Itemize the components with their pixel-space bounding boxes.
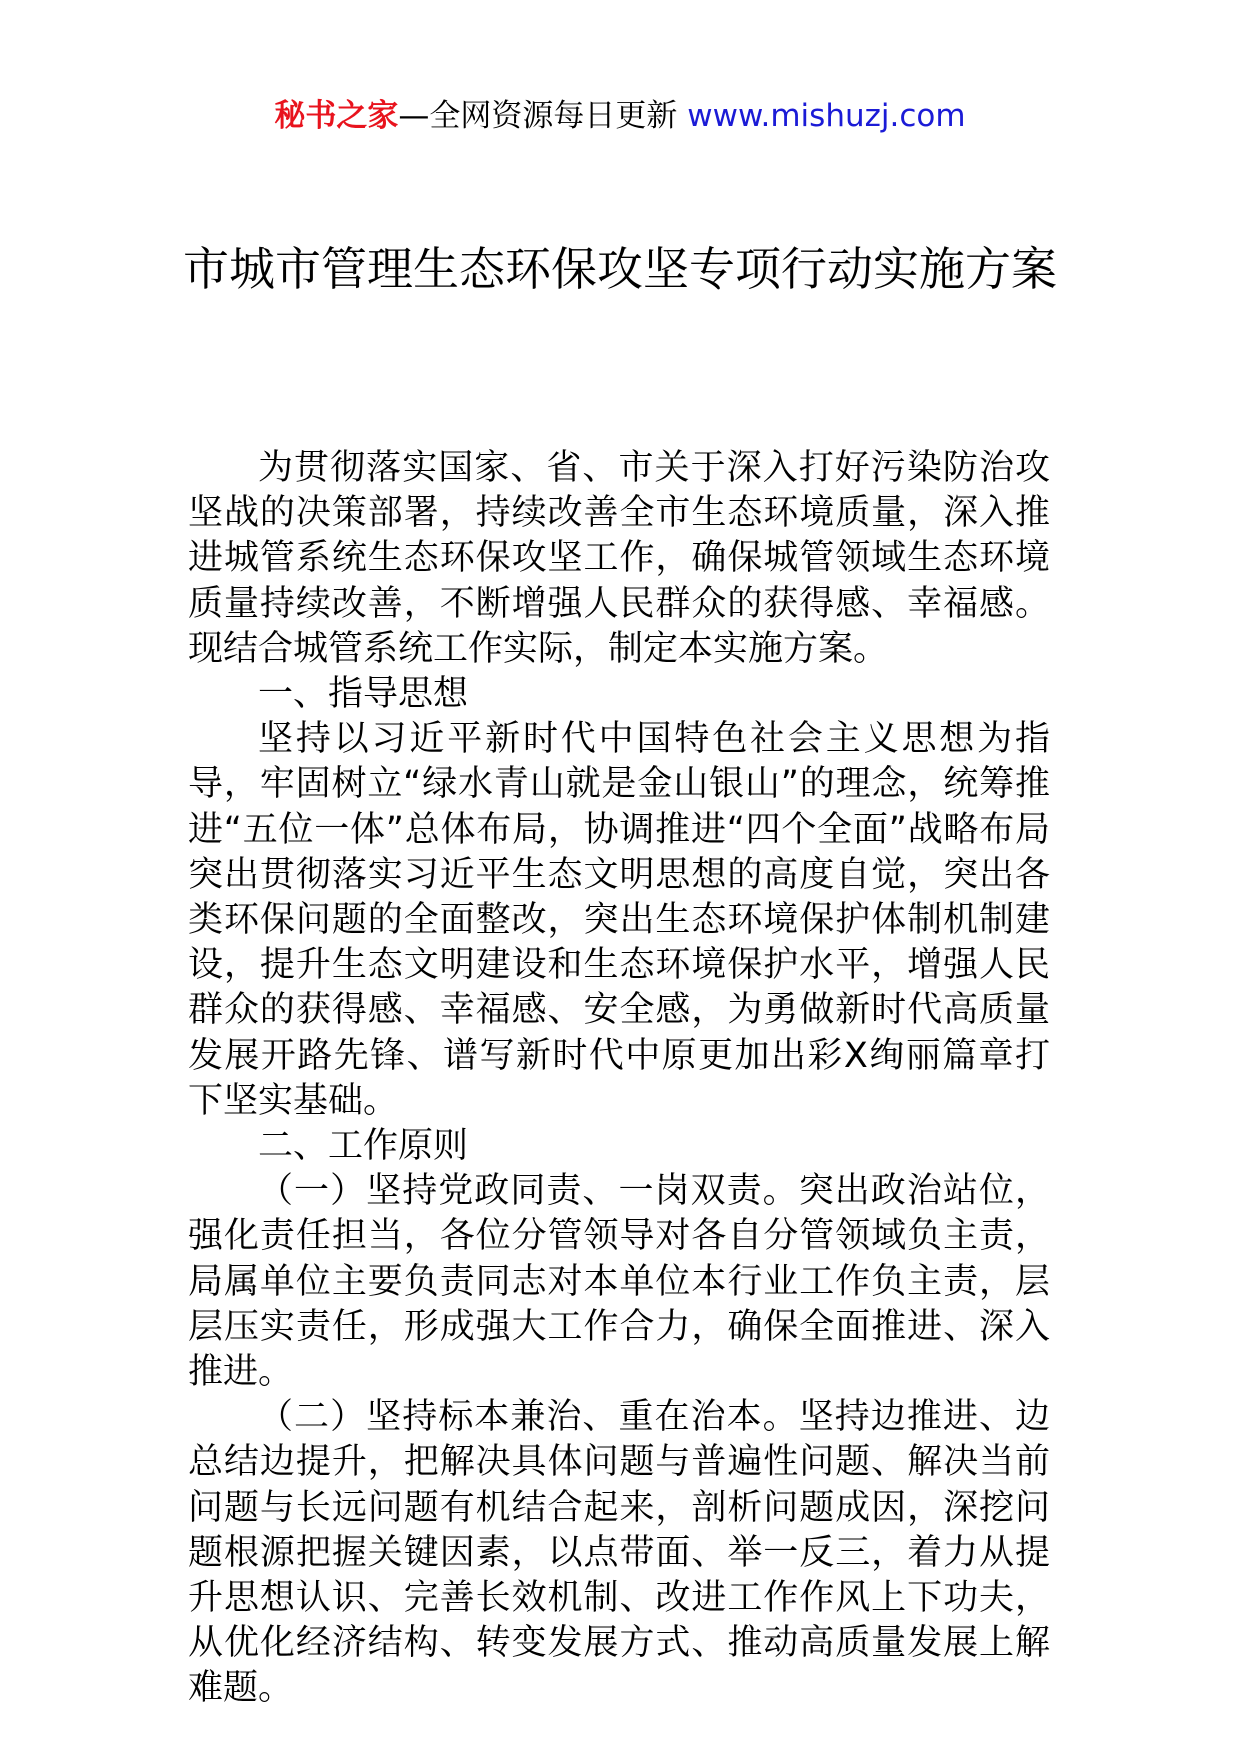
site-brand: 秘书之家 [274, 98, 399, 134]
principle-1-paragraph: （一）坚持党政同责、一岗双责。突出政治站位，强化责任担当，各位分管领导对各自分管领域负主责，局属单位主要负责同志对本单位本行业工作负主责，层层压实责任，形成强大工作合力，确保全面推进、深入推进。 [188, 1171, 1050, 1393]
document-body [188, 446, 1050, 1712]
section-heading-work-principles: 二、工作原则 [258, 1126, 469, 1167]
site-url-link[interactable]: www.mishuzj.com [687, 98, 966, 134]
site-header [0, 96, 1240, 136]
section-heading-guiding-ideology: 一、指导思想 [258, 674, 469, 715]
principle-2-paragraph: （二）坚持标本兼治、重在治本。坚持边推进、边总结边提升，把解决具体问题与普遍性问题、解决当前问题与长远问题有机结合起来，剖析问题成因，深挖问题根源把握关键因素，以点带面、举一反三，着力从提升思想认识、完善长效机制、改进工作作风上下功夫，从优化经济结构、转变发展方式、推动高质量发展上解难题。 [188, 1397, 1050, 1709]
site-slogan: —全网资源每日更新 [398, 98, 678, 134]
intro-paragraph: 为贯彻落实国家、省、市关于深入打好污染防治攻坚战的决策部署，持续改善全市生态环境质量，深入推进城管系统生态环保攻坚工作，确保城管领域生态环境质量持续改善，不断增强人民群众的获得感、幸福感。现结合城管系统工作实际，制定本实施方案。 [188, 448, 1050, 669]
guiding-ideology-paragraph: 坚持以习近平新时代中国特色社会主义思想为指导，牢固树立“绿水青山就是金山银山”的理念，统筹推进“五位一体”总体布局，协调推进“四个全面”战略布局突出贯彻落实习近平生态文明思想的高度自觉，突出各类环保问题的全面整改，突出生态环境保护体制机制建设，提升生态文明建设和生态环境保护水平，增强人民群众的获得感、幸福感、安全感，为勇做新时代高质量发展开路先锋、谱写新时代中原更加出彩X绚丽篇章打下坚实基础。 [188, 719, 1050, 1121]
document-title: 市城市管理生态环保攻坚专项行动实施方案 [183, 242, 1057, 296]
